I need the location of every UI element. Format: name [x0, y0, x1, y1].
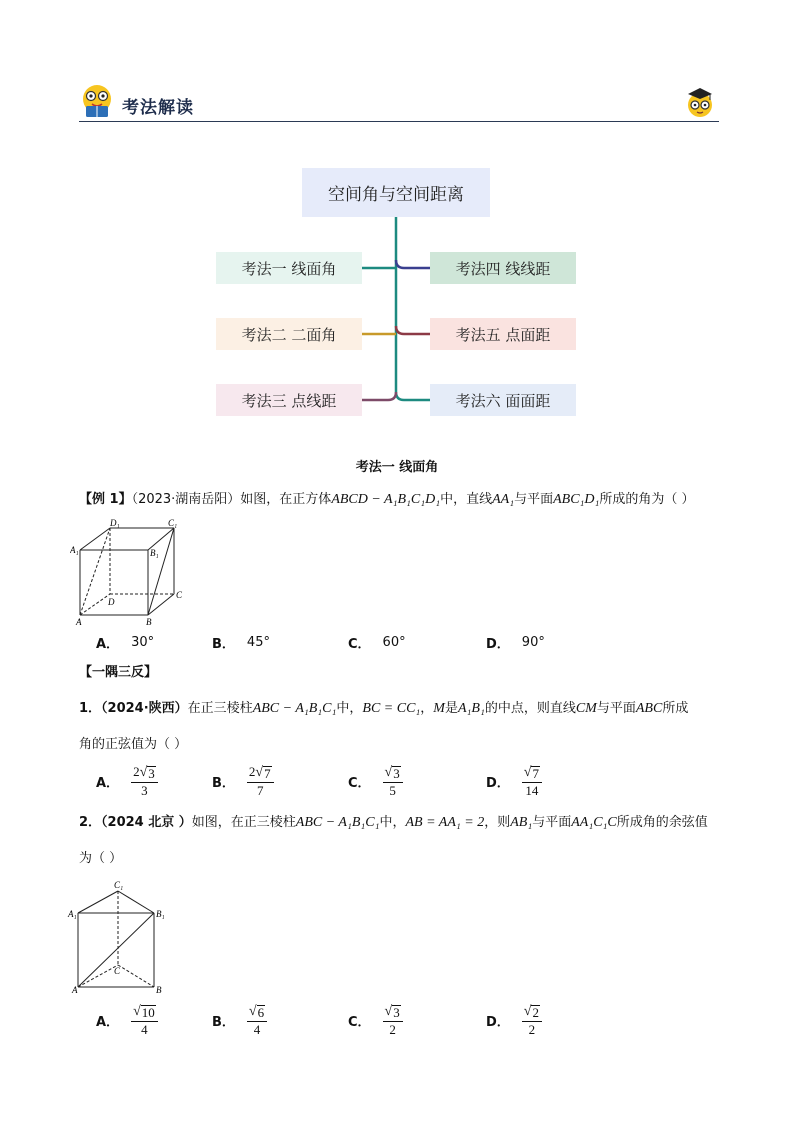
- fraction: √ 6 4: [247, 1004, 267, 1037]
- math-expression: BC = CC₁: [362, 701, 421, 716]
- cube-label-b: B: [146, 617, 152, 627]
- radicand: 3: [148, 766, 155, 781]
- math-expression: AB = AA₁ = 2: [405, 815, 485, 830]
- math-expression: A₁B₁: [457, 701, 485, 716]
- option-label: D．: [486, 776, 510, 791]
- option-label: C．: [348, 637, 371, 652]
- q1-text: 在正三棱柱: [187, 701, 253, 716]
- q1-text: 与平面: [596, 701, 636, 716]
- math-expression: AA₁C₁C: [571, 815, 617, 830]
- fraction: 2 √ 7 7: [247, 765, 274, 798]
- q1-prefix: 1．: [79, 701, 102, 716]
- q1-question-line2: 角的正弦值为（ ）: [79, 737, 188, 752]
- radicand: 2: [532, 1005, 539, 1020]
- example1-source: （2023·湖南岳阳）: [131, 492, 241, 507]
- fraction: √ 2 2: [522, 1004, 542, 1037]
- example1-option-b[interactable]: [212, 633, 270, 652]
- prism-label-a1: A₁: [68, 909, 77, 919]
- section-title: 考法一 线面角: [355, 460, 439, 475]
- q2-text: ，则: [484, 815, 511, 830]
- prism-label-c1: C₁: [114, 880, 124, 890]
- option-value: 60°: [382, 635, 406, 650]
- prism-label-c: C: [114, 966, 121, 976]
- example1-text: 中，直线: [440, 492, 493, 507]
- prism-label-a: A: [72, 985, 78, 995]
- cube-label-c1: C₁: [168, 518, 178, 528]
- radicand: 7: [532, 766, 539, 781]
- prism-label-b1: B₁: [156, 909, 165, 919]
- q1-text: ，: [420, 701, 434, 716]
- cube-label-a: A: [76, 617, 82, 627]
- q2-text: 与平面: [532, 815, 572, 830]
- cube-label-b1: B₁: [150, 548, 159, 558]
- option-label: A．: [96, 776, 120, 791]
- fraction: √ 3 2: [383, 1004, 403, 1037]
- q1-text: 是: [444, 701, 458, 716]
- radicand: 7: [264, 766, 271, 781]
- example1-option-a[interactable]: [96, 633, 154, 652]
- denominator: 2: [389, 1022, 396, 1037]
- mindmap-node-4: 考法四 线线距: [430, 252, 576, 284]
- denominator: 4: [141, 1022, 148, 1037]
- q1-option-b[interactable]: [212, 765, 274, 798]
- q2-source: （2024 北京 ）: [101, 815, 192, 830]
- option-label: A．: [96, 1015, 120, 1030]
- option-label: B．: [212, 1015, 235, 1030]
- example1-text: 如图，在正方体: [240, 492, 332, 507]
- cube-figure: [70, 518, 190, 628]
- denominator: 7: [257, 783, 264, 798]
- math-expression: M: [433, 701, 445, 716]
- math-expression: ABC − A₁B₁C₁: [295, 815, 380, 830]
- mindmap-root: 空间角与空间距离: [302, 168, 490, 217]
- denominator: 4: [253, 1022, 261, 1037]
- denominator: 5: [389, 783, 396, 798]
- math-expression: AB₁: [510, 815, 533, 830]
- radicand: 10: [141, 1005, 155, 1020]
- q1-question-line1: [79, 699, 688, 719]
- q2-option-a[interactable]: [96, 1004, 158, 1037]
- example1-question: [79, 490, 695, 510]
- cube-label-d: D: [108, 597, 115, 607]
- q2-option-d[interactable]: [486, 1004, 542, 1037]
- cube-label-c: C: [176, 590, 183, 600]
- math-expression: ABCD − A₁B₁C₁D₁: [331, 492, 441, 507]
- mindmap-node-6: 考法六 面面距: [430, 384, 576, 416]
- option-label: B．: [212, 776, 235, 791]
- q1-text: 的中点，则直线: [484, 701, 576, 716]
- mindmap-node-3: 考法三 点线距: [216, 384, 362, 416]
- math-expression: ABC₁D₁: [553, 492, 600, 507]
- fraction: √ 10 4: [131, 1004, 158, 1037]
- option-label: C．: [348, 776, 371, 791]
- radicand: 6: [257, 1005, 265, 1020]
- denominator: 3: [141, 783, 148, 798]
- mindmap-node-5: 考法五 点面距: [430, 318, 576, 350]
- q2-option-c[interactable]: [348, 1004, 403, 1037]
- q2-option-b[interactable]: [212, 1004, 267, 1037]
- q2-text: 如图，在正三棱柱: [191, 815, 296, 830]
- header-title: 考法解读: [122, 98, 194, 118]
- math-expression: CM: [575, 701, 597, 716]
- example1-text: 与平面: [514, 492, 554, 507]
- q1-text: 所成: [662, 701, 689, 716]
- mindmap-node-1: 考法一 线面角: [216, 252, 362, 284]
- example1-prefix: 【例 1】: [79, 492, 132, 507]
- option-label: D．: [486, 637, 510, 652]
- q1-option-c[interactable]: [348, 765, 403, 798]
- q2-text: 中，: [379, 815, 406, 830]
- q1-source: （2024·陕西）: [101, 701, 188, 716]
- coefficient: 2: [133, 764, 140, 779]
- radicand: 3: [393, 1005, 400, 1020]
- option-label: B．: [212, 637, 235, 652]
- math-expression: AA₁: [492, 492, 515, 507]
- coefficient: 2: [248, 764, 256, 779]
- math-expression: ABC − A₁B₁C₁: [252, 701, 337, 716]
- q1-option-a[interactable]: [96, 765, 158, 798]
- denominator: 14: [525, 783, 539, 798]
- option-label: D．: [486, 1015, 510, 1030]
- option-value: 90°: [521, 635, 545, 650]
- option-value: 45°: [246, 635, 270, 650]
- q2-text: 所成角的余弦值: [616, 815, 708, 830]
- prism-label-b: B: [156, 985, 162, 995]
- option-value: 30°: [131, 635, 155, 650]
- denominator: 2: [528, 1022, 536, 1037]
- cube-label-a1: A₁: [70, 545, 79, 555]
- q2-question-line2: 为（ ）: [79, 851, 123, 866]
- q1-text: 中，: [336, 701, 363, 716]
- q2-prefix: 2．: [79, 815, 102, 830]
- math-expression: ABC: [635, 701, 663, 716]
- cube-label-d1: D₁: [110, 518, 120, 528]
- fraction: √ 3 5: [383, 765, 403, 798]
- option-label: A．: [96, 637, 120, 652]
- fraction: √ 7 14: [522, 765, 542, 798]
- prism-figure: [66, 877, 176, 997]
- radicand: 3: [393, 766, 400, 781]
- mindmap-node-2: 考法二 二面角: [216, 318, 362, 350]
- practice-heading: 【一隅三反】: [79, 665, 158, 680]
- q1-option-d[interactable]: [486, 765, 542, 798]
- q2-question-line1: [79, 813, 708, 833]
- fraction: 2 √ 3 3: [131, 765, 158, 798]
- example1-text: 所成的角为（ ）: [599, 492, 695, 507]
- example1-option-d[interactable]: [486, 633, 545, 652]
- option-label: C．: [348, 1015, 371, 1030]
- example1-option-c[interactable]: [348, 633, 406, 652]
